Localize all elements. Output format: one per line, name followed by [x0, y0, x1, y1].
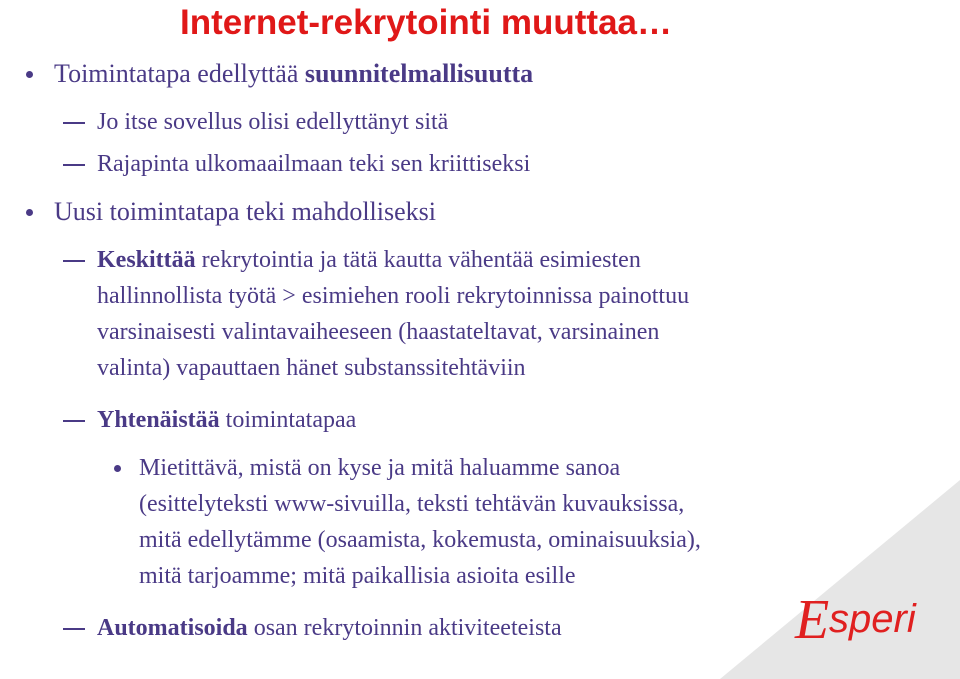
item-bold-text: Yhtenäistää — [97, 407, 220, 433]
item-continuation-line: (esittelyteksti www-sivuilla, teksti tehtävän kuvauksissa, — [139, 491, 685, 517]
bullet-item-2 — [97, 104, 448, 140]
logo-text: speri — [829, 597, 916, 641]
bullet-dot — [114, 465, 121, 472]
item-continuation-line: valinta) vapauttaen hänet substanssitehtäviin — [97, 355, 526, 381]
esperi-logo — [793, 588, 943, 650]
item-bold-text: Keskittää — [97, 247, 196, 273]
item-continuation-line: varsinaisesti valintavaiheeseen (haastateltavat, varsinainen — [97, 319, 660, 345]
item-text: Mietittävä, mistä on kyse ja mitä haluamme sanoa — [139, 455, 621, 481]
item-continuation-line: mitä edellytämme (osaamista, kokemusta, ominaisuuksia), — [139, 527, 701, 553]
bullet-item-8 — [97, 610, 562, 646]
bullet-dash — [63, 122, 85, 124]
item-text: Jo itse sovellus olisi edellyttänyt sitä — [97, 109, 449, 135]
bullet-dash — [63, 164, 85, 166]
bullet-dot — [26, 71, 33, 78]
bullet-item-4 — [54, 194, 436, 230]
bullet-dash — [63, 260, 85, 262]
bullet-item-6 — [97, 402, 356, 438]
bullet-dash — [63, 420, 85, 422]
item-text: Rajapinta ulkomaailmaan teki sen kriittiseksi — [97, 151, 531, 177]
item-text: Toimintatapa edellyttää — [54, 59, 305, 88]
item-bold-text: Automatisoida — [97, 615, 248, 641]
item-text: osan rekrytoinnin aktiviteeteista — [247, 615, 562, 641]
slide-title: Internet-rekrytointi muuttaa… — [180, 3, 672, 42]
item-text: rekrytointia ja tätä kautta vähentää esimiesten — [195, 247, 641, 273]
bullet-dot — [26, 209, 33, 216]
item-continuation-line: hallinnollista työtä > esimiehen rooli rekrytoinnissa painottuu — [97, 283, 690, 309]
bullet-item-5 — [97, 242, 689, 386]
bullet-item-1 — [54, 56, 533, 92]
logo-mark: E — [795, 589, 830, 650]
item-continuation-line: mitä tarjoamme; mitä paikallisia asioita esille — [139, 563, 576, 589]
item-text: toimintatapaa — [219, 407, 357, 433]
item-text: Uusi toimintatapa teki mahdolliseksi — [54, 197, 437, 226]
item-bold-text: suunnitelmallisuutta — [304, 59, 534, 88]
bullet-dash — [63, 628, 85, 630]
bullet-item-7 — [139, 450, 701, 594]
bullet-item-3 — [97, 146, 530, 182]
